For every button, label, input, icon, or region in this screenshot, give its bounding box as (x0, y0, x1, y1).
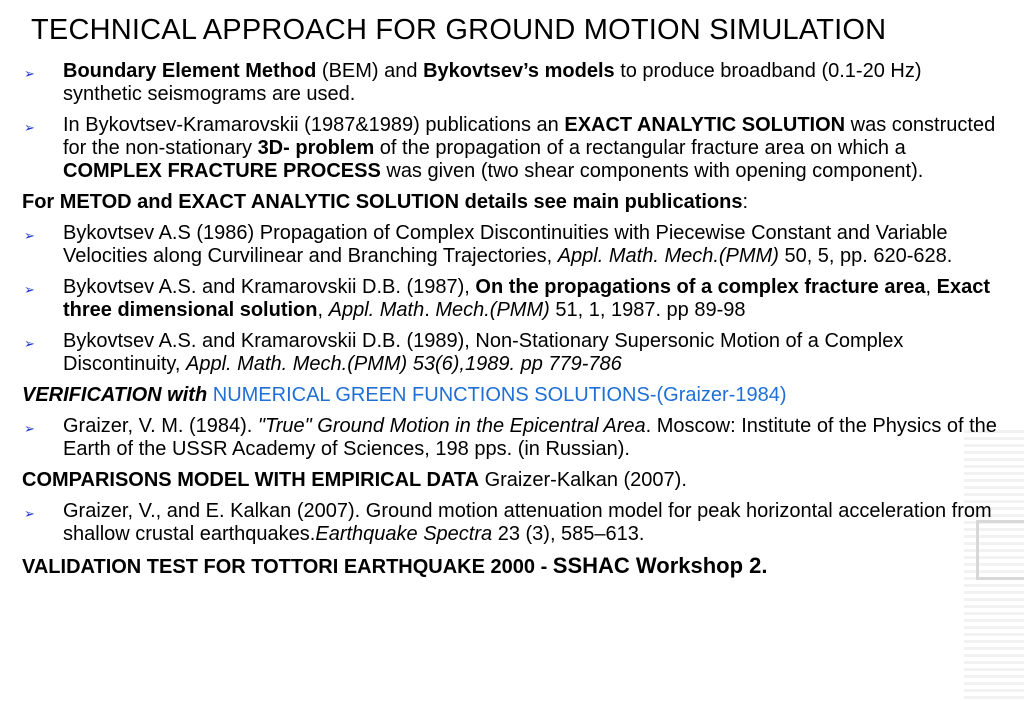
bold-text: SSHAC Workshop 2. (552, 553, 768, 578)
section-heading-publications (0, 191, 1024, 214)
bold-text: For METOD and EXACT ANALYTIC SOLUTION details see main publications (22, 191, 743, 213)
italic-text: Earthquake Spectra (315, 523, 493, 545)
bold-text: Bykovtsev’s models (423, 60, 615, 82)
arrow-bullet-icon: ➢ (24, 66, 35, 81)
text: Bykovtsev A.S (1986) Propagation of Complex Discontinuities with Piecewise Constant and Variable Velocities along Curvilinear and Branching Trajectories, (63, 222, 948, 267)
bold-text: On the propagations of a complex fracture area (475, 276, 926, 298)
bullet-reference-1987 (0, 276, 1024, 322)
text: Bykovtsev A.S. and Kramarovskii D.B. (1987), (63, 276, 476, 298)
arrow-bullet-icon: ➢ (24, 120, 35, 135)
italic-text: "True" Ground Motion in the Epicentral Area (257, 415, 646, 437)
bullet-bem (0, 60, 1024, 106)
text: Bykovtsev A.S. and Kramarovskii D.B. (1989), Non-Stationary Supersonic Motion of a Complex Discontinuity, (63, 330, 904, 375)
italic-text: Appl. Math. Mech.(PMM) (557, 245, 779, 267)
arrow-bullet-icon: ➢ (24, 228, 35, 243)
text: was constructed for the non-stationary (63, 114, 996, 159)
text: 23 (3), 585–613. (492, 523, 645, 545)
text: to produce broadband (0.1-20 Hz) synthetic seismograms are used. (63, 60, 922, 105)
section-heading-validation (0, 554, 1024, 579)
text: , (317, 299, 329, 321)
text: (BEM) and (316, 60, 424, 82)
bold-text: Exact three dimensional solution (63, 276, 990, 321)
text: , (925, 276, 937, 298)
text: 50, 5, pp. 620-628. (778, 245, 953, 267)
arrow-bullet-icon: ➢ (24, 421, 35, 436)
text: Graizer, V., and E. Kalkan (2007). Ground motion attenuation model for peak horizontal acceleration from shallow crustal earthquakes. (63, 500, 992, 545)
bullet-reference-1989 (0, 330, 1024, 376)
bold-italic-text: VERIFICATION with (22, 384, 208, 406)
section-heading-comparisons (0, 469, 1024, 492)
text: Graizer-Kalkan (2007). (479, 469, 687, 491)
bold-text: Boundary Element Method (63, 60, 317, 82)
bullet-reference-graizer-1984 (0, 415, 1024, 461)
arrow-bullet-icon: ➢ (24, 506, 35, 521)
bold-text: VALIDATION TEST FOR TOTTORI EARTHQUAKE 2000 - (22, 556, 553, 578)
bold-text: COMPARISONS MODEL WITH EMPIRICAL DATA (22, 469, 480, 491)
arrow-bullet-icon: ➢ (24, 336, 35, 351)
bullet-reference-1986 (0, 222, 1024, 268)
arrow-bullet-icon: ➢ (24, 282, 35, 297)
bold-text: 3D- problem (257, 137, 375, 159)
italic-text: Mech.(PMM) (435, 299, 550, 321)
bold-text: COMPLEX FRACTURE PROCESS (63, 160, 381, 182)
section-heading-verification (0, 384, 1024, 407)
slide-title: TECHNICAL APPROACH FOR GROUND MOTION SIMULATION (31, 14, 887, 46)
italic-text: Appl. Math (328, 299, 425, 321)
bullet-reference-graizer-kalkan-2007 (0, 500, 1024, 546)
bold-text: EXACT ANALYTIC SOLUTION (564, 114, 846, 136)
text: In Bykovtsev-Kramarovskii (1987&1989) publications an (63, 114, 565, 136)
text: was given (two shear components with opening component). (380, 160, 924, 182)
text: . (424, 299, 436, 321)
text: . Moscow: Institute of the Physics of the Earth of the USSR Academy of Sciences, 198 pps. (in Russian). (63, 415, 997, 460)
bullet-exact-solution (0, 114, 1024, 183)
text: : (742, 191, 749, 213)
slide-body (0, 60, 1024, 587)
text: 51, 1, 1987. pp 89-98 (549, 299, 746, 321)
text: of the propagation of a rectangular fracture area on which a (374, 137, 906, 159)
blue-text: NUMERICAL GREEN FUNCTIONS SOLUTIONS-(Graizer-1984) (207, 384, 787, 406)
italic-text: Appl. Math. Mech.(PMM) 53(6),1989. pp 779-786 (186, 353, 622, 375)
text: Graizer, V. M. (1984). (63, 415, 258, 437)
